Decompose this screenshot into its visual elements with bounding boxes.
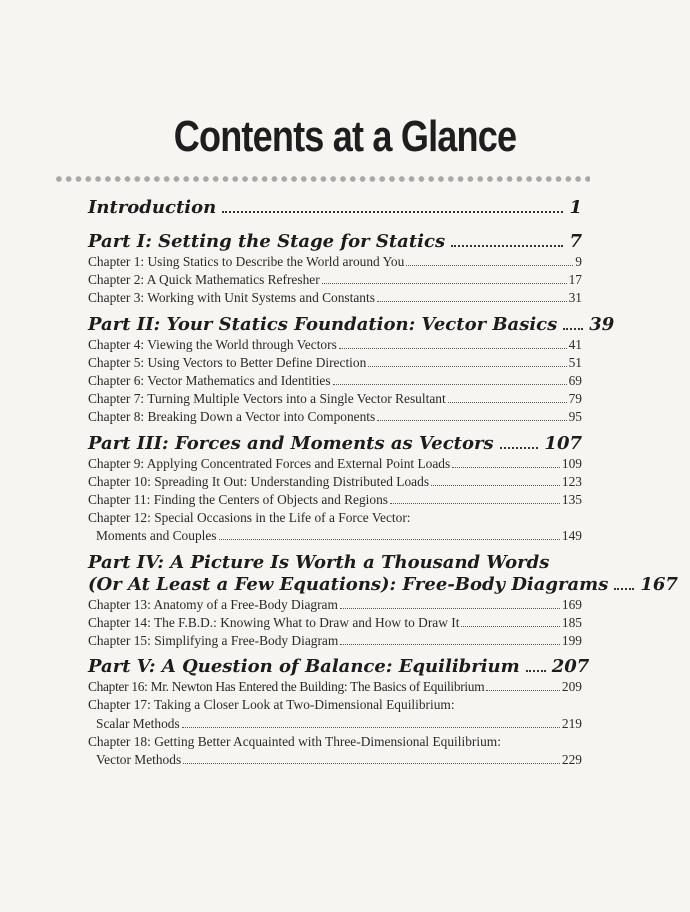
chapter-title: Chapter 4: Viewing the World through Vectors (88, 336, 337, 352)
toc-part-4-line-1[interactable] (88, 552, 582, 574)
toc-chapter-13[interactable] (88, 596, 582, 614)
toc-chapter-16[interactable] (88, 678, 582, 696)
page-number: 149 (561, 528, 582, 544)
chapter-title: Chapter 15: Simplifying a Free-Body Diagram (88, 633, 339, 649)
dot-leader (451, 245, 563, 247)
chapter-title: Chapter 8: Breaking Down a Vector into Components (88, 409, 376, 425)
toc-chapter-1[interactable] (88, 253, 582, 271)
page-number: 51 (568, 354, 582, 370)
chapter-title: Chapter 10: Spreading It Out: Understanding Distributed Loads (88, 473, 430, 489)
dot-leader (219, 539, 560, 540)
page-number: 169 (561, 596, 582, 612)
dot-leader (333, 384, 567, 385)
page-number: 199 (561, 633, 582, 649)
chapter-title: Chapter 5: Using Vectors to Better Define Direction (88, 354, 367, 370)
dot-leader (322, 283, 567, 284)
page-number: 7 (569, 231, 582, 252)
part-title-line-2: (Or At Least a Few Equations): Free-Body Diagrams (88, 573, 609, 595)
page-number: 109 (561, 455, 582, 471)
toc-part-5[interactable] (88, 656, 590, 678)
part-title-line-1: Part IV: A Picture Is Worth a Thousand Words (88, 551, 550, 573)
dot-leader (448, 402, 567, 403)
dot-leader (390, 503, 560, 504)
page-number: 167 (640, 573, 678, 595)
toc-chapter-14[interactable] (88, 614, 582, 632)
page-number: 17 (568, 272, 582, 288)
dotted-divider (54, 174, 590, 184)
toc-part-3[interactable] (88, 433, 582, 455)
toc-chapter-7[interactable] (88, 390, 582, 408)
chapter-title-line-2: Vector Methods (96, 752, 182, 768)
page-number: 123 (561, 473, 582, 489)
toc-introduction[interactable] (88, 197, 582, 219)
chapter-title-line-2: Moments and Couples (96, 528, 217, 544)
dot-leader (340, 644, 560, 645)
dot-leader (461, 626, 559, 627)
toc-chapter-4[interactable] (88, 336, 582, 354)
part-title: Part I: Setting the Stage for Statics (88, 231, 446, 252)
dot-leader (340, 608, 560, 609)
toc-chapter-15[interactable] (88, 632, 582, 650)
page-number: 79 (568, 391, 582, 407)
chapter-title-line-1[interactable]: Chapter 18: Getting Better Acquainted with Three-Dimensional Equilibrium: (88, 733, 501, 749)
page-number: 219 (561, 715, 582, 731)
chapter-title: Chapter 1: Using Statics to Describe the World around You (88, 254, 405, 269)
page-number: 209 (561, 679, 582, 695)
chapter-title-line-1[interactable]: Chapter 12: Special Occasions in the Life of a Force Vector: (88, 510, 411, 526)
page-number: 39 (589, 313, 615, 335)
page-number: 31 (568, 290, 582, 306)
toc-chapter-5[interactable] (88, 354, 582, 372)
dot-leader (486, 690, 560, 691)
toc-chapter-9[interactable] (88, 455, 582, 473)
toc-chapter-6[interactable] (88, 372, 582, 390)
chapter-title: Chapter 13: Anatomy of a Free-Body Diagram (88, 596, 338, 612)
page-number: 229 (561, 752, 582, 768)
dot-leader (182, 727, 560, 728)
dot-leader (406, 265, 573, 266)
chapter-title-line-1[interactable]: Chapter 17: Taking a Closer Look at Two-Dimensional Equilibrium: (88, 697, 455, 713)
dot-leader (183, 763, 560, 764)
page-number: 185 (561, 614, 582, 630)
page-number: 9 (575, 254, 582, 269)
chapter-title: Chapter 6: Vector Mathematics and Identities (88, 373, 331, 389)
toc-chapter-12[interactable] (88, 527, 582, 545)
toc-chapter-11[interactable] (88, 491, 582, 509)
dot-leader (563, 328, 583, 330)
dot-leader (222, 211, 563, 213)
page-number: 135 (561, 492, 582, 508)
dot-leader (377, 420, 566, 421)
chapter-title: Chapter 9: Applying Concentrated Forces and External Point Loads (88, 455, 451, 471)
chapter-title: Chapter 14: The F.B.D.: Knowing What to Draw and How to Draw It (88, 614, 460, 630)
toc-chapter-18[interactable] (88, 751, 582, 769)
part-title: Part II: Your Statics Foundation: Vector Basics (88, 313, 558, 335)
chapter-title: Chapter 7: Turning Multiple Vectors into a Single Vector Resultant (88, 391, 446, 407)
toc-chapter-2[interactable] (88, 271, 582, 289)
chapter-title: Chapter 11: Finding the Centers of Objects and Regions (88, 492, 389, 508)
dot-leader (500, 447, 539, 449)
page-title: Contents at a Glance (173, 112, 517, 161)
part-title: Part III: Forces and Moments as Vectors (88, 432, 494, 454)
chapter-title: Chapter 3: Working with Unit Systems and Constants (88, 290, 375, 306)
dot-leader (614, 588, 634, 590)
part-title: Introduction (88, 197, 217, 218)
chapter-title-line-2: Scalar Methods (96, 715, 180, 731)
toc-part-1[interactable] (88, 231, 582, 253)
dot-leader (377, 301, 567, 302)
toc-part-2[interactable] (88, 313, 615, 336)
dot-leader (339, 348, 567, 349)
page-number: 95 (568, 409, 582, 425)
page-number: 1 (569, 197, 582, 218)
chapter-title: Chapter 2: A Quick Mathematics Refresher (88, 272, 320, 288)
toc-chapter-3[interactable] (88, 289, 582, 307)
toc-chapter-10[interactable] (88, 473, 582, 491)
dot-leader (368, 366, 566, 367)
page-number: 107 (544, 432, 582, 454)
page-number: 207 (551, 656, 590, 678)
page-number: 69 (568, 373, 582, 389)
toc-chapter-8[interactable] (88, 408, 582, 426)
chapter-title: Chapter 16: Mr. Newton Has Entered the Building: The Basics of Equilibrium (88, 679, 485, 695)
dot-leader (526, 670, 546, 672)
page-number: 41 (568, 336, 582, 352)
part-title: Part V: A Question of Balance: Equilibrium (88, 656, 520, 678)
dot-leader (452, 467, 560, 468)
dot-leader (431, 485, 560, 486)
toc-part-4[interactable] (88, 573, 678, 596)
table-of-contents (88, 197, 678, 769)
toc-chapter-17[interactable] (88, 715, 582, 733)
